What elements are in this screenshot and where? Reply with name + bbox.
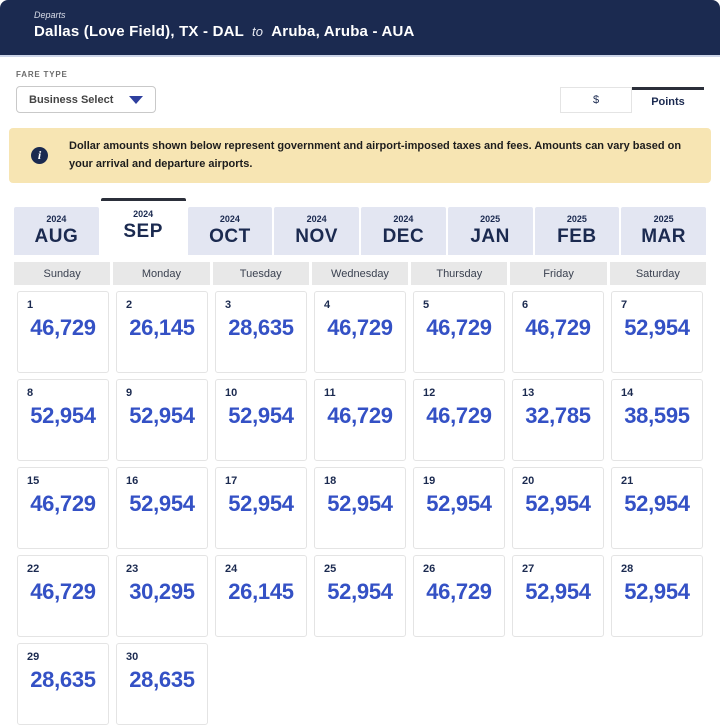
day-number: 4 — [324, 299, 331, 312]
month-tab-mar-2025[interactable] — [621, 207, 706, 255]
fare-cell-day-8[interactable] — [17, 379, 109, 461]
fare-points-value: 26,145 — [228, 579, 294, 605]
fare-points-value: 32,785 — [525, 403, 591, 429]
fare-cell-day-28[interactable] — [611, 555, 703, 637]
fare-points-value: 28,635 — [30, 667, 96, 693]
fare-points-value: 52,954 — [327, 579, 393, 605]
calendar-grid — [0, 285, 720, 725]
fare-points-value: 52,954 — [228, 403, 294, 429]
tab-month: DEC — [382, 226, 425, 248]
fare-points-value: 46,729 — [327, 315, 393, 341]
day-header-row — [0, 255, 720, 285]
tab-year: 2024 — [306, 214, 327, 225]
fare-cell-day-29[interactable] — [17, 643, 109, 725]
route-line — [34, 23, 720, 40]
fare-cell-day-1[interactable] — [17, 291, 109, 373]
tab-month: FEB — [557, 226, 597, 248]
day-number: 9 — [126, 387, 133, 400]
fare-cell-day-21[interactable] — [611, 467, 703, 549]
day-header-wednesday: Wednesday — [312, 262, 408, 285]
tab-month: JAN — [470, 226, 510, 248]
day-number: 11 — [324, 387, 336, 400]
day-number: 12 — [423, 387, 436, 400]
taxes-info-banner — [9, 128, 711, 183]
day-number: 28 — [621, 563, 634, 576]
fare-cell-day-10[interactable] — [215, 379, 307, 461]
fare-points-value: 46,729 — [327, 403, 393, 429]
day-number: 19 — [423, 475, 436, 488]
fare-cell-day-23[interactable] — [116, 555, 208, 637]
fare-cell-day-19[interactable] — [413, 467, 505, 549]
fare-cell-day-30[interactable] — [116, 643, 208, 725]
fare-type-control — [16, 70, 156, 113]
fare-points-value: 30,295 — [129, 579, 195, 605]
to-label: to — [252, 24, 264, 39]
fare-points-value: 52,954 — [129, 491, 195, 517]
fare-cell-day-11[interactable] — [314, 379, 406, 461]
day-number: 3 — [225, 299, 232, 312]
day-number: 25 — [324, 563, 337, 576]
month-tab-nov-2024[interactable] — [274, 207, 359, 255]
tab-year: 2024 — [133, 209, 154, 220]
day-number: 10 — [225, 387, 238, 400]
month-tab-oct-2024[interactable] — [188, 207, 273, 255]
day-number: 26 — [423, 563, 436, 576]
fare-points-value: 52,954 — [30, 403, 96, 429]
fare-cell-day-16[interactable] — [116, 467, 208, 549]
fare-points-value: 52,954 — [624, 315, 690, 341]
fare-cell-day-3[interactable] — [215, 291, 307, 373]
tab-year: 2024 — [46, 214, 67, 225]
currency-toggle — [560, 87, 704, 113]
day-header-monday: Monday — [113, 262, 209, 285]
day-number: 17 — [225, 475, 238, 488]
month-tab-feb-2025[interactable] — [535, 207, 620, 255]
day-number: 27 — [522, 563, 535, 576]
fare-cell-day-9[interactable] — [116, 379, 208, 461]
month-tabs — [0, 183, 720, 255]
controls-row — [0, 57, 720, 113]
tab-month: MAR — [641, 226, 687, 248]
fare-cell-day-13[interactable] — [512, 379, 604, 461]
day-number: 21 — [621, 475, 634, 488]
fare-points-value: 28,635 — [228, 315, 294, 341]
fare-cell-day-12[interactable] — [413, 379, 505, 461]
fare-cell-day-18[interactable] — [314, 467, 406, 549]
tab-year: 2024 — [393, 214, 414, 225]
departs-label: Departs — [34, 10, 66, 20]
fare-cell-day-6[interactable] — [512, 291, 604, 373]
fare-points-value: 26,145 — [129, 315, 195, 341]
fare-cell-day-25[interactable] — [314, 555, 406, 637]
fare-cell-day-20[interactable] — [512, 467, 604, 549]
day-number: 16 — [126, 475, 139, 488]
fare-cell-day-4[interactable] — [314, 291, 406, 373]
fare-points-value: 46,729 — [426, 579, 492, 605]
fare-cell-day-15[interactable] — [17, 467, 109, 549]
fare-points-value: 52,954 — [426, 491, 492, 517]
day-number: 20 — [522, 475, 535, 488]
tab-month: OCT — [209, 226, 251, 248]
day-number: 2 — [126, 299, 133, 312]
day-number: 22 — [27, 563, 40, 576]
day-number: 18 — [324, 475, 337, 488]
fare-points-value: 52,954 — [327, 491, 393, 517]
fare-type-label: FARE TYPE — [16, 70, 68, 79]
day-number: 24 — [225, 563, 238, 576]
info-icon: i — [31, 147, 48, 164]
fare-points-value: 46,729 — [30, 491, 96, 517]
fare-cell-day-24[interactable] — [215, 555, 307, 637]
tab-year: 2025 — [653, 214, 674, 225]
fare-points-value: 52,954 — [624, 491, 690, 517]
day-number: 6 — [522, 299, 529, 312]
fare-cell-day-27[interactable] — [512, 555, 604, 637]
month-tab-aug-2024[interactable] — [14, 207, 99, 255]
fare-points-value: 52,954 — [624, 579, 690, 605]
fare-points-value: 28,635 — [129, 667, 195, 693]
tab-year: 2025 — [566, 214, 587, 225]
fare-points-value: 52,954 — [228, 491, 294, 517]
tab-month: AUG — [34, 226, 79, 248]
fare-points-value: 46,729 — [30, 315, 96, 341]
day-header-thursday: Thursday — [411, 262, 507, 285]
fare-points-value: 52,954 — [129, 403, 195, 429]
fare-points-value: 52,954 — [525, 491, 591, 517]
day-header-friday: Friday — [510, 262, 606, 285]
day-number: 1 — [27, 299, 34, 312]
fare-cell-day-5[interactable] — [413, 291, 505, 373]
fare-cell-day-17[interactable] — [215, 467, 307, 549]
month-tab-dec-2024[interactable] — [361, 207, 446, 255]
fare-cell-day-7[interactable] — [611, 291, 703, 373]
day-number: 8 — [27, 387, 34, 400]
origin-airport: Dallas (Love Field), TX - DAL — [34, 23, 244, 40]
fare-points-value: 52,954 — [525, 579, 591, 605]
day-header-tuesday: Tuesday — [213, 262, 309, 285]
fare-points-value: 46,729 — [426, 315, 492, 341]
destination-airport: Aruba, Aruba - AUA — [271, 23, 415, 40]
route-header — [0, 0, 720, 57]
fare-points-value: 38,595 — [624, 403, 690, 429]
day-number: 29 — [27, 651, 40, 664]
day-number: 30 — [126, 651, 139, 664]
tab-year: 2024 — [219, 214, 240, 225]
fare-type-dropdown[interactable] — [16, 86, 156, 113]
day-number: 14 — [621, 387, 634, 400]
tab-month: NOV — [295, 226, 338, 248]
chevron-down-icon — [129, 96, 143, 104]
day-number: 7 — [621, 299, 628, 312]
day-header-saturday: Saturday — [610, 262, 706, 285]
month-tab-sep-2024[interactable] — [101, 198, 186, 255]
fare-points-value: 46,729 — [426, 403, 492, 429]
dollar-toggle-button[interactable]: $ — [560, 87, 632, 113]
points-toggle-button[interactable]: Points — [632, 87, 704, 113]
day-number: 23 — [126, 563, 139, 576]
tab-year: 2025 — [480, 214, 501, 225]
month-tab-jan-2025[interactable] — [448, 207, 533, 255]
day-number: 5 — [423, 299, 430, 312]
fare-points-value: 46,729 — [525, 315, 591, 341]
fare-cell-day-22[interactable] — [17, 555, 109, 637]
day-header-sunday: Sunday — [14, 262, 110, 285]
banner-text: Dollar amounts shown below represent government and airport-imposed taxes and fees. Amounts can vary based on your arrival and departure airports. — [69, 140, 682, 170]
day-number: 15 — [27, 475, 40, 488]
fare-points-value: 46,729 — [30, 579, 96, 605]
tab-month: SEP — [123, 221, 163, 243]
fare-cell-day-14[interactable] — [611, 379, 703, 461]
day-number: 13 — [522, 387, 535, 400]
fare-cell-day-2[interactable] — [116, 291, 208, 373]
fare-type-selected-value: Business Select — [29, 93, 114, 106]
fare-cell-day-26[interactable] — [413, 555, 505, 637]
